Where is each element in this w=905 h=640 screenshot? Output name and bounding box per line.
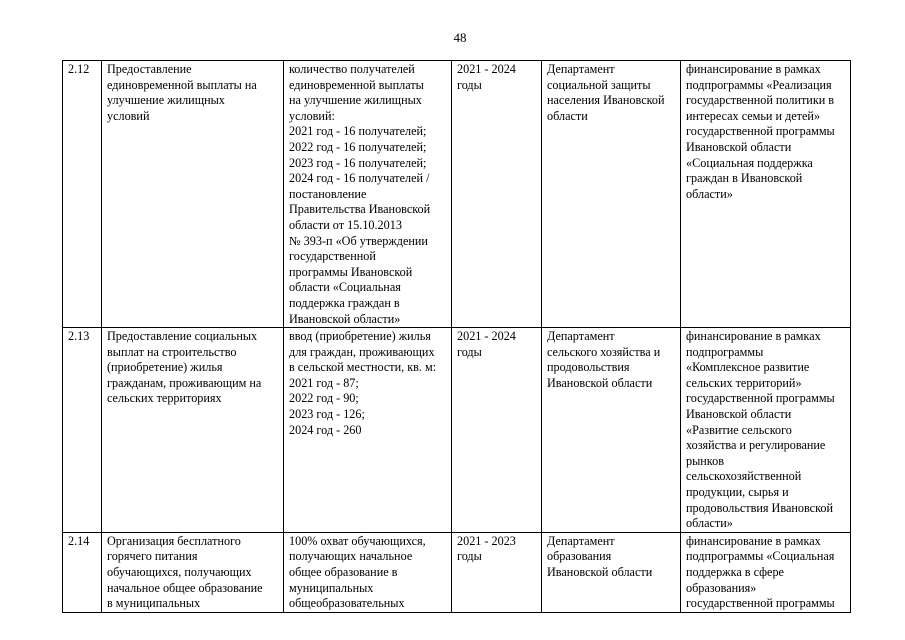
row-number: 2.12 xyxy=(63,61,102,328)
financing-cell: финансирование в рамках подпрограммы «Комплексное развитие сельских территорий» государственной программы Ивановской области «Развитие сельского хозяйства и регулирование рынков сельскохозяйственной продукции, сырья и продовольствия Ивановской области» xyxy=(681,328,851,533)
period-cell: 2021 - 2023 годы xyxy=(452,532,542,612)
indicator-cell: ввод (приобретение) жилья для граждан, проживающих в сельской местности, кв. м: 2021 год - 87; 2022 год - 90; 2023 год - 126; 2024 год - 260 xyxy=(284,328,452,533)
measure-cell: Предоставление единовременной выплаты на улучшение жилищных условий xyxy=(102,61,284,328)
executor-cell: Департамент социальной защиты населения Ивановской области xyxy=(542,61,681,328)
measure-cell: Предоставление социальных выплат на строительство (приобретение) жилья гражданам, проживающим на сельских территориях xyxy=(102,328,284,533)
executor-cell: Департамент сельского хозяйства и продовольствия Ивановской области xyxy=(542,328,681,533)
measure-cell: Организация бесплатного горячего питания обучающихся, получающих начальное общее образование в муниципальных xyxy=(102,532,284,612)
row-number: 2.13 xyxy=(63,328,102,533)
measures-table xyxy=(62,60,851,613)
period-cell: 2021 - 2024 годы xyxy=(452,61,542,328)
executor-cell: Департамент образования Ивановской области xyxy=(542,532,681,612)
page-number: 48 xyxy=(453,30,467,45)
table-row xyxy=(63,532,851,612)
period-cell: 2021 - 2024 годы xyxy=(452,328,542,533)
table-row xyxy=(63,61,851,328)
indicator-cell: 100% охват обучающихся, получающих начальное общее образование в муниципальных общеобразовательных xyxy=(284,532,452,612)
indicator-cell: количество получателей единовременной выплаты на улучшение жилищных условий: 2021 год - 16 получателей; 2022 год - 16 получателей; 2023 год - 16 получателей; 2024 год - 16 получателей / постановление Правительства Ивановской области от 15.10.2013 № 393-п «Об утверждении государственной программы Ивановской области «Социальная поддержка граждан в Ивановской области» xyxy=(284,61,452,328)
financing-cell: финансирование в рамках подпрограммы «Реализация государственной политики в интересах семьи и детей» государственной программы Ивановской области «Социальная поддержка граждан в Ивановской области» xyxy=(681,61,851,328)
financing-cell: финансирование в рамках подпрограммы «Социальная поддержка в сфере образования» государственной программы xyxy=(681,532,851,612)
table-row xyxy=(63,328,851,533)
row-number: 2.14 xyxy=(63,532,102,612)
